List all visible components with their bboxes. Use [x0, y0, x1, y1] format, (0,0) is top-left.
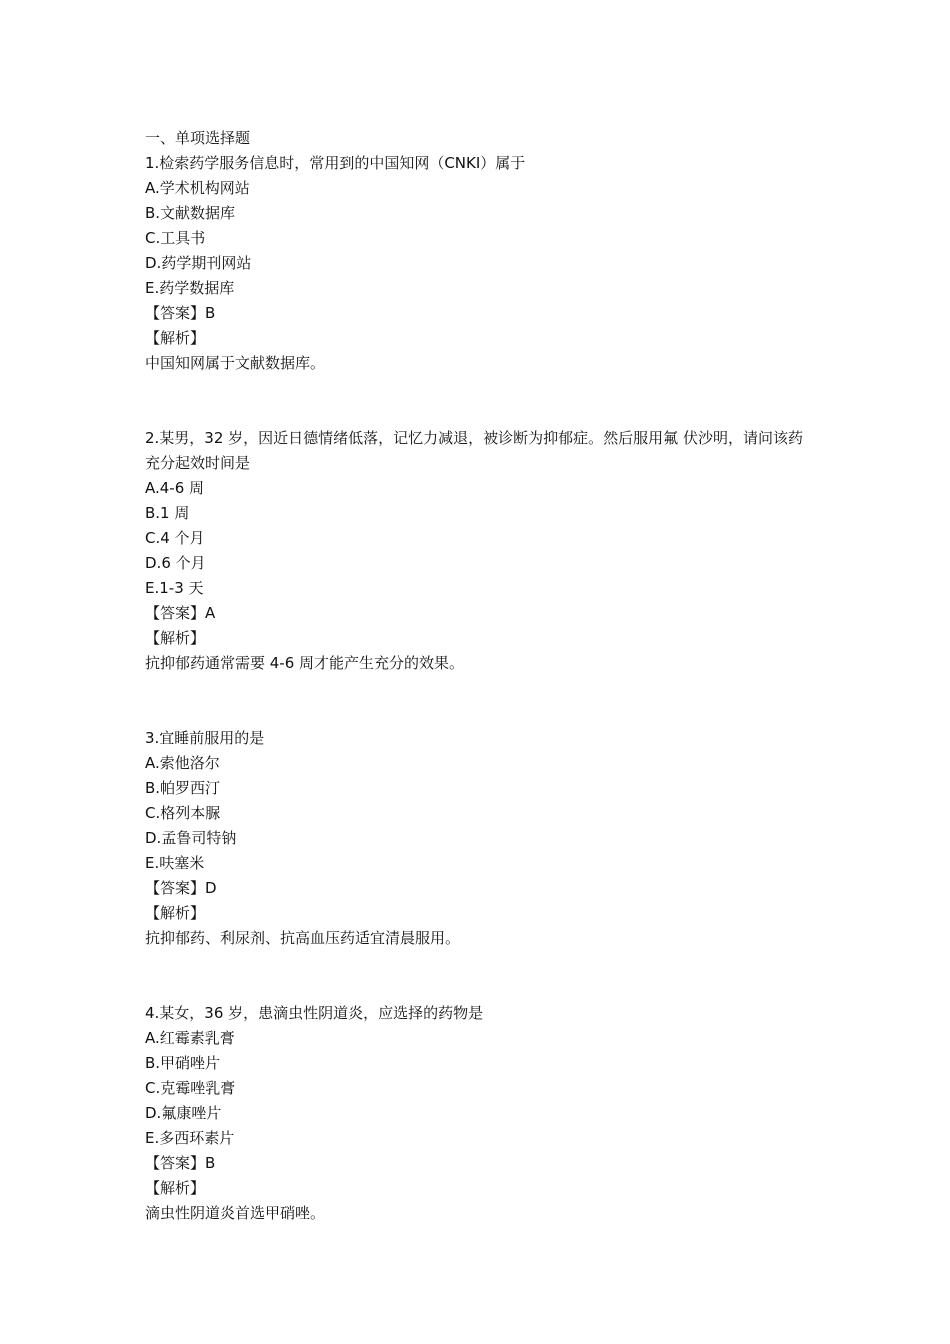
question-stem: 4.某女，36 岁，患滴虫性阴道炎，应选择的药物是 — [145, 1004, 484, 1022]
analysis-label: 【解析】 — [145, 904, 206, 922]
option-d: D.6 个月 — [145, 554, 206, 572]
option-d: D.药学期刊网站 — [145, 254, 252, 272]
option-a: A.索他洛尔 — [145, 754, 220, 772]
option-b: B.甲硝唑片 — [145, 1054, 221, 1072]
analysis-label: 【解析】 — [145, 629, 206, 647]
option-a: A.学术机构网站 — [145, 179, 250, 197]
option-c: C.4 个月 — [145, 529, 205, 547]
question-3 — [145, 726, 815, 951]
analysis-text: 抗抑郁药、利尿剂、抗高血压药适宜清晨服用。 — [145, 929, 461, 947]
question-stem: 2.某男，32 岁，因近日德情绪低落，记忆力减退，被诊断为抑郁症。然后服用氟 伏沙明，请问该药充分起效时间是 — [145, 429, 803, 472]
section-title: 一、单项选择题 — [145, 129, 251, 147]
option-b: B.帕罗西汀 — [145, 779, 221, 797]
option-a: A.4-6 周 — [145, 479, 205, 497]
option-e: E.1-3 天 — [145, 579, 204, 597]
question-1 — [145, 151, 815, 376]
document-content — [145, 126, 815, 1226]
analysis-text: 滴虫性阴道炎首选甲硝唑。 — [145, 1204, 326, 1222]
option-c: C.工具书 — [145, 229, 206, 247]
answer: 【答案】D — [145, 879, 217, 897]
option-b: B.文献数据库 — [145, 204, 236, 222]
option-d: D.孟鲁司特钠 — [145, 829, 237, 847]
question-4 — [145, 1001, 815, 1226]
question-stem: 3.宜睡前服用的是 — [145, 729, 265, 747]
answer: 【答案】B — [145, 1154, 216, 1172]
answer: 【答案】A — [145, 604, 216, 622]
analysis-label: 【解析】 — [145, 329, 206, 347]
option-c: C.格列本脲 — [145, 804, 221, 822]
option-a: A.红霉素乳膏 — [145, 1029, 235, 1047]
option-d: D.氟康唑片 — [145, 1104, 222, 1122]
option-e: E.药学数据库 — [145, 279, 235, 297]
analysis-text: 中国知网属于文献数据库。 — [145, 354, 326, 372]
option-c: C.克霉唑乳膏 — [145, 1079, 236, 1097]
option-e: E.呋塞米 — [145, 854, 205, 872]
option-e: E.多西环素片 — [145, 1129, 235, 1147]
analysis-text: 抗抑郁药通常需要 4-6 周才能产生充分的效果。 — [145, 654, 465, 672]
question-stem: 1.检索药学服务信息时，常用到的中国知网（CNKI）属于 — [145, 154, 526, 172]
option-b: B.1 周 — [145, 504, 190, 522]
answer: 【答案】B — [145, 304, 216, 322]
analysis-label: 【解析】 — [145, 1179, 206, 1197]
question-2 — [145, 426, 815, 676]
